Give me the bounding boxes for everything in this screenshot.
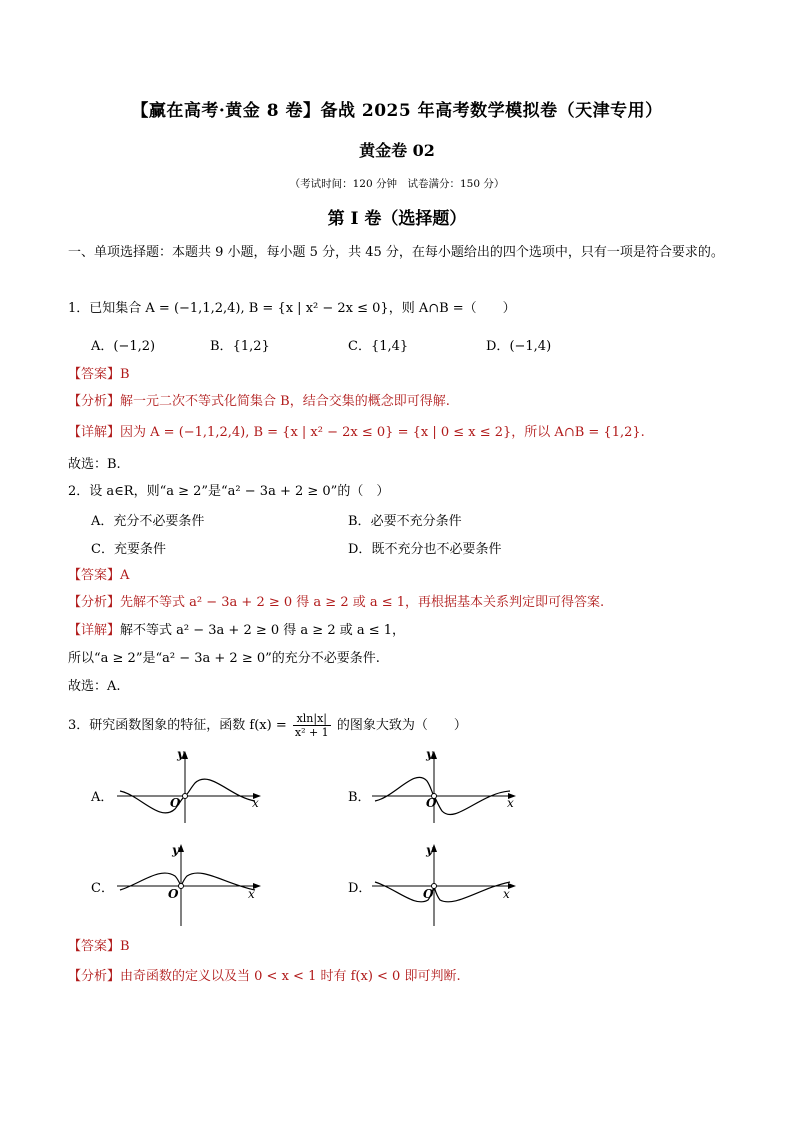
q3-option-c-label: C． [91,881,114,896]
q2-option-b: B．必要不充分条件 [348,514,462,529]
q1-option-a: A．(−1,2) [91,339,156,354]
q1-analysis: 【分析】解一元二次不等式化简集合 B，结合交集的概念即可得解. [68,394,450,409]
q2-answer: 【答案】A [68,568,130,583]
q3-analysis: 【分析】由奇函数的定义以及当 0 < x < 1 时有 f(x) < 0 即可判断. [68,969,461,984]
document-title: 【赢在高考·黄金 8 卷】备战 2025 年高考数学模拟卷（天津专用） [131,101,663,121]
q3-graph-d-y-label: y [426,843,433,857]
q3-graph-c [115,838,265,928]
q3-graph-a-x-label: x [252,796,259,810]
q3-graph-c-y-label: y [172,843,179,857]
q2-detail-continued: 所以“a ≥ 2”是“a² − 3a + 2 ≥ 0”的充分不必要条件. [68,651,380,666]
q1-answer: 【答案】B [68,367,130,382]
q2-conclusion: 故选：A. [68,679,121,694]
q3-fraction-numerator: xln|x| [293,712,331,726]
q3-graph-b-origin-label: O [426,796,437,810]
q1-detail: 【详解】因为 A = (−1,1,2,4), B = {x | x² − 2x ≤ 0} = {x | 0 ≤ x ≤ 2}，所以 A∩B = {1,2}. [68,425,645,440]
q3-graph-b-x-label: x [507,796,514,810]
q3-graph-a [115,745,265,825]
q3-option-b-label: B． [348,790,371,805]
section-instructions: 一、单项选择题：本题共 9 小题，每小题 5 分，共 45 分，在每小题给出的四个选项中，只有一项是符合要求的。 [68,245,724,260]
q3-graph-d-origin-label: O [423,887,434,901]
document-subtitle: 黄金卷 02 [359,141,435,160]
q3-graph-c-x-label: x [248,887,255,901]
section-heading: 第 I 卷（选择题） [327,209,467,229]
q3-graph-d [370,838,520,928]
q3-graph-c-origin-label: O [168,887,179,901]
q1-conclusion: 故选：B. [68,457,121,472]
q3-option-a-label: A． [91,790,114,805]
q2-option-c: C．充要条件 [91,542,166,557]
q3-option-d-label: D． [348,881,372,896]
q2-option-d: D．既不充分也不必要条件 [348,542,502,557]
exam-info: （考试时间：120 分钟 试卷满分：150 分） [289,178,505,190]
q1-option-b: B．{1,2} [210,339,270,354]
q1-option-d: D．(−1,4) [486,339,552,354]
q3-graph-a-origin-label: O [170,796,181,810]
q3-graph-b-y-label: y [426,747,433,761]
q3-answer: 【答案】B [68,939,130,954]
q3-stem: 3．研究函数图象的特征，函数 f(x) = $\frac{xln|x|}{\text{x² + 1}}$ 的图象大致为（ ） [68,712,467,739]
q3-graph-a-y-label: y [177,747,184,761]
q2-stem: 2．设 a∈R，则“a ≥ 2”是“a² − 3a + 2 ≥ 0”的（ ） [68,484,390,499]
q1-stem: 1．已知集合 A = (−1,1,2,4), B = {x | x² − 2x ≤ 0}，则 A∩B =（ ） [68,301,516,316]
q1-option-c: C．{1,4} [348,339,409,354]
q2-option-a: A．充分不必要条件 [91,514,205,529]
q2-analysis: 【分析】先解不等式 a² − 3a + 2 ≥ 0 得 a ≥ 2 或 a ≤ 1，再根据基本关系判定即可得答案. [68,595,605,610]
q3-fraction [293,712,331,739]
q3-graph-b [370,745,520,825]
q2-detail: 【详解】解不等式 a² − 3a + 2 ≥ 0 得 a ≥ 2 或 a ≤ 1， [68,623,406,638]
q3-fraction-denominator: x² + 1 [294,726,329,739]
q3-graph-d-x-label: x [503,887,510,901]
